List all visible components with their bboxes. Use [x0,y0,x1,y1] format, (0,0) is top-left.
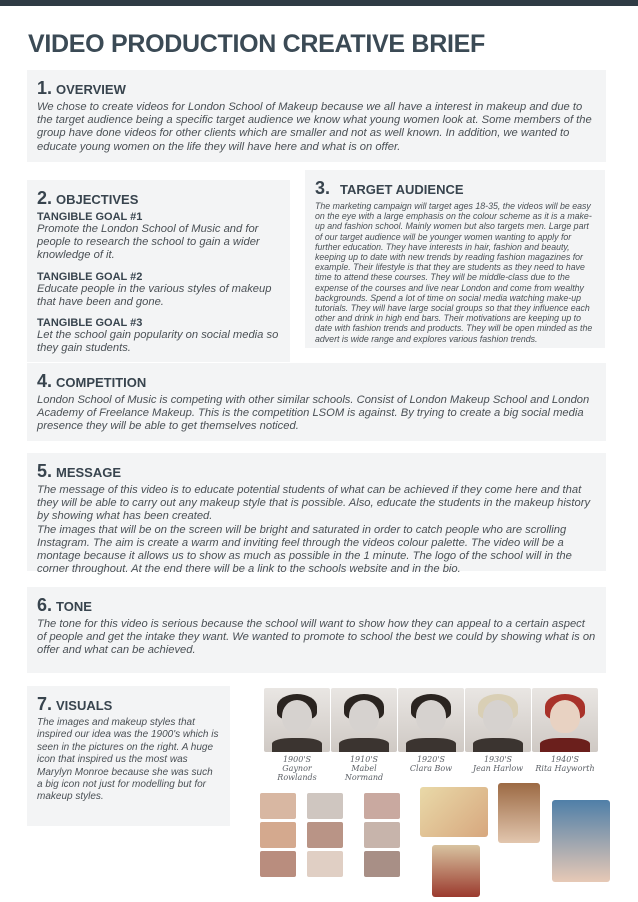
makeup-thumb-image [307,851,343,877]
body-shape [540,738,590,752]
era-caption [398,755,464,773]
period-portrait-image [498,783,540,843]
target-audience-heading [315,178,595,199]
section-title: VISUALS [56,698,113,713]
tone-text: The tone for this video is serious because the school will want to show how they can appeal to a certain aspect of people and get the intake they want. We wanted to promote to school the best we could by showing what is on offer and what can be achieved. [37,618,596,657]
target-audience-text: The marketing campaign will target ages 18-35, the videos will be easy on the eye with a large emphasis on the colour scheme as it is a make-up and fashion school. Mainly women but also targets men. Large part of our target audience will be younger women wanting to apply for further education. They have interests in hair, fashion and beauty, keeping up to date with new trends by reading fashion magazines for example. Their lifestyle is that they are students as they need to have time to attend these courses. They will be middle-class due to the expense of the courses and live near London and come from wealthy backgrounds. Spend a lot of time on social media watching make-up tutorials. They will have large social groups so that they influence each other and drink in high end bars. Their motivations are keeping up to date with fashion trends and products. They will be open minded as the advert is wide range and explores various fashion trends. [315,201,593,344]
face-shape [349,700,379,733]
section-number: 5. [37,461,53,481]
tone-section [27,587,606,673]
section-title: MESSAGE [56,465,122,480]
goal-label: TANGIBLE GOAL #3 [37,317,143,330]
section-title: COMPETITION [56,375,147,390]
competition-section [27,363,606,441]
portrait-1900s-image [264,688,330,752]
era-decade: 1930'S [483,755,513,764]
competition-heading [37,371,596,392]
overview-section [27,70,606,162]
makeup-thumb-image [260,822,296,848]
era-name: Jean Harlow [472,764,524,773]
overview-heading [37,78,596,99]
message-heading [37,461,596,482]
face-shape [550,700,580,733]
message-section [27,453,606,576]
section-number: 2. [37,188,53,208]
objectives-heading [37,188,280,209]
goal-label: TANGIBLE GOAL #2 [37,270,143,283]
goal-label: TANGIBLE GOAL #1 [37,211,143,223]
section-number: 6. [37,595,53,615]
top-accent-bar [0,0,638,6]
makeup-thumb-image [307,793,343,819]
goal-text: Let the school gain popularity on social media so they gain students. [37,329,279,355]
makeup-thumb-image [364,793,400,819]
objectives-section [27,180,290,362]
section-title: TARGET AUDIENCE [340,182,464,197]
marilyn-monroe-image [420,787,488,837]
era-caption [532,755,598,773]
era-decade: 1940'S [550,755,580,764]
makeup-thumb-image [364,822,400,848]
visuals-heading [37,694,220,715]
visuals-section [27,686,230,826]
era-name: Clara Bow [409,764,453,773]
section-number: 3. [315,178,331,198]
goal-text: Promote the London School of Music and for people to research the school to gain a wider knowledge of it. [37,223,260,262]
section-title: OBJECTIVES [56,192,139,207]
page-title: VIDEO PRODUCTION CREATIVE BRIEF [28,30,485,58]
section-number: 1. [37,78,53,98]
era-caption [465,755,531,773]
era-caption [331,755,397,782]
makeup-thumb-image [260,851,296,877]
section-title: TONE [56,599,92,614]
goal-item [37,317,280,355]
face-shape [483,700,513,733]
section-number: 4. [37,371,53,391]
portrait-1930s-image [465,688,531,752]
era-name: Gaynor Rowlands [277,764,317,782]
target-audience-section [305,170,605,348]
competition-text: London School of Music is competing with other similar schools. Consist of London Makeup School and London Academy of Freelance Makeup. This is the competition LSOM is against. By trying to create a big social media presence they will be able to get themselves noticed. [37,394,590,433]
message-text-2: The images that will be on the screen will be bright and saturated in order to catch people who are scrolling Instagram. The aim is create a warm and inviting feel through the videos colour palette. The video will be a montage because it allows us to show as much as possible in the 1 minute. The logo of the school will in the corner throughout. At the end there will be a link to the schools website and in the bio. [37,523,572,576]
section-number: 7. [37,694,53,714]
goal-item [37,271,280,309]
era-decade: 1920'S [416,755,446,764]
elizabethan-portrait-image [432,845,480,897]
era-caption [264,755,330,782]
visuals-text: The images and makeup styles that inspired our idea was the 1900's which is seen in the pictures on the right. A huge icon that inspired us the most was Marylyn Monroe because she was such a big icon not just for modelling but for makeup styles. [37,717,219,803]
face-shape [416,700,446,733]
tone-heading [37,595,596,616]
makeup-thumb-image [260,793,296,819]
body-shape [406,738,456,752]
goal-text: Educate people in the various styles of makeup that have been and gone. [37,282,272,308]
body-shape [339,738,389,752]
era-decade: 1900'S [282,755,312,764]
portrait-1910s-image [331,688,397,752]
body-shape [473,738,523,752]
portrait-1920s-image [398,688,464,752]
message-text-1: The message of this video is to educate potential students of what can be achieved if they come here and that they will be able to carry out any makeup style that is possible. Also, educate the students in the makeup history by showing what has been created. [37,484,591,523]
makeup-thumb-image [364,851,400,877]
overview-text: We chose to create videos for London School of Makeup because we all have a interest in makeup and due to the target audience being a specific target audience we know what young women look at. Some members of the group have done videos for other clients which are smaller and not as well known. In addition, we wanted to educate young women on the life they will have here and what is on offer. [37,101,592,153]
section-title: OVERVIEW [56,82,126,97]
makeup-thumb-image [307,822,343,848]
body-shape [272,738,322,752]
goal-item [37,211,280,263]
portrait-1940s-image [532,688,598,752]
era-name: Rita Hayworth [535,764,595,773]
era-decade: 1910'S [349,755,379,764]
era-name: Mabel Normand [344,764,384,782]
face-shape [282,700,312,733]
modern-makeup-image [552,800,610,882]
